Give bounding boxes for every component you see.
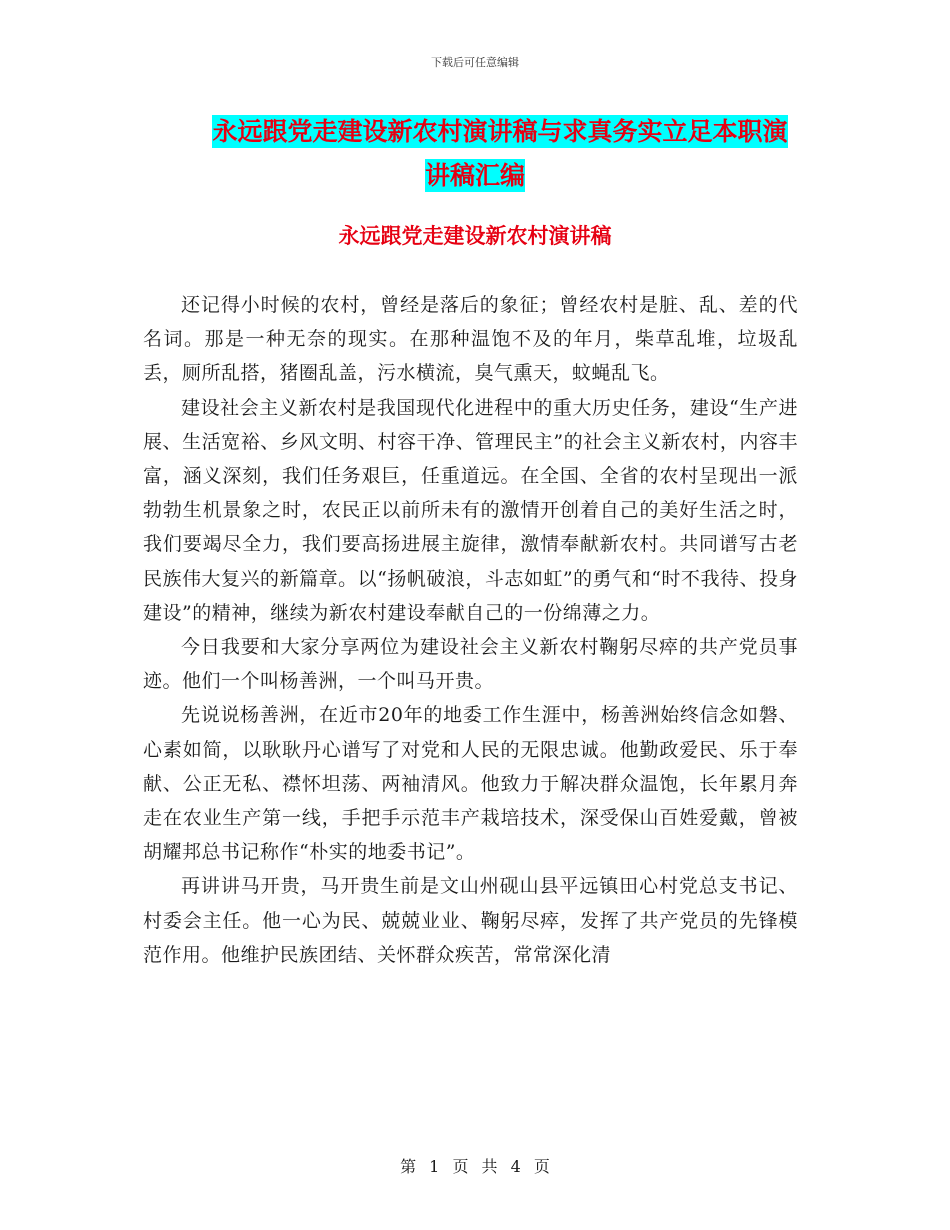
main-title-line-1: 永远跟党走建设新农村演讲稿与求真务实立足本职演 bbox=[212, 117, 788, 146]
document-main-title bbox=[0, 110, 950, 198]
paragraph-4: 先说说杨善洲，在近市20年的地委工作生涯中，杨善洲始终信念如磐、心素如简，以耿耿丹心谱写了对党和人民的无限忠诚。他勤政爱民、乐于奉献、公正无私、襟怀坦荡、两袖清风。他致力于解决群众温饱，长年累月奔走在农业生产第一线，手把手示范丰产栽培技术，深受保山百姓爱戴，曾被胡耀邦总书记称作“朴实的地委书记”。 bbox=[143, 704, 798, 864]
page-number-footer: 第 1 页 共 4 页 bbox=[400, 1157, 550, 1176]
paragraph-2: 建设社会主义新农村是我国现代化进程中的重大历史任务，建设“生产进展、生活宽裕、乡风文明、村容干净、管理民主”的社会主义新农村，内容丰富，涵义深刻，我们任务艰巨，任重道远。在全国、全省的农村呈现出一派勃勃生机景象之时，农民正以前所未有的激情开创着自己的美好生活之时，我们要竭尽全力，我们要高扬进展主旋律，激情奉献新农村。共同谱写古老民族伟大复兴的新篇章。以“扬帆破浪，斗志如虹”的勇气和“时不我待、投身建设”的精神，继续为新农村建设奉献自己的一份绵薄之力。 bbox=[143, 396, 798, 624]
paragraph-3: 今日我要和大家分享两位为建设社会主义新农村鞠躬尽瘁的共产党员事迹。他们一个叫杨善洲，一个叫马开贵。 bbox=[143, 636, 798, 693]
header-note: 下载后可任意编辑 bbox=[431, 56, 519, 69]
paragraph-1: 还记得小时候的农村，曾经是落后的象征；曾经农村是脏、乱、差的代名词。那是一种无奈的现实。在那种温饱不及的年月，柴草乱堆，垃圾乱丢，厕所乱搭，猪圈乱盖，污水横流，臭气熏天，蚊蝇乱飞。 bbox=[143, 294, 798, 385]
section-title: 永远跟党走建设新农村演讲稿 bbox=[338, 224, 612, 248]
document-body bbox=[143, 288, 798, 972]
main-title-line-2: 讲稿汇编 bbox=[424, 161, 525, 190]
paragraph-5: 再讲讲马开贵，马开贵生前是文山州砚山县平远镇田心村党总支书记、村委会主任。他一心为民、兢兢业业、鞠躬尽瘁，发挥了共产党员的先锋模范作用。他维护民族团结、关怀群众疾苦，常常深化清 bbox=[143, 875, 798, 966]
